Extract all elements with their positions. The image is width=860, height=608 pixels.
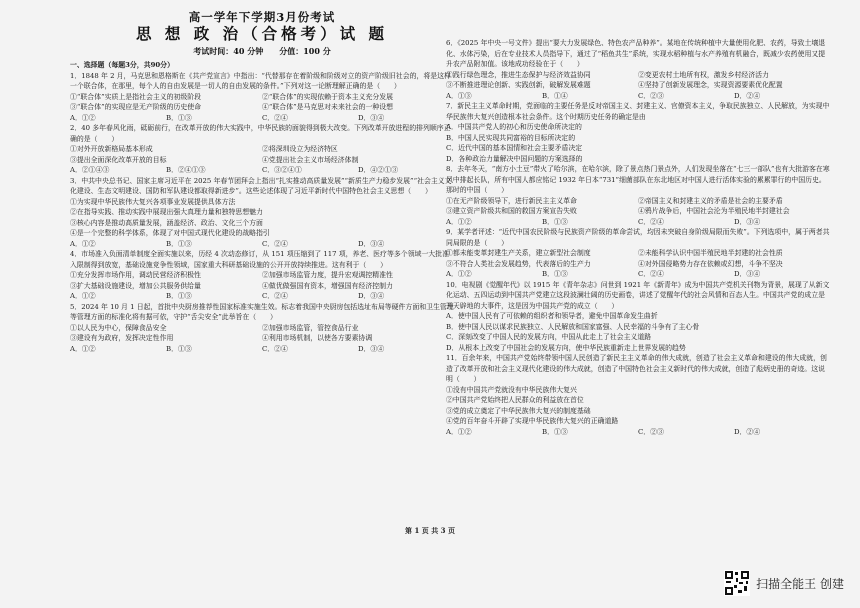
scanner-label: 扫描全能王 创建 [756, 576, 844, 591]
statement: ①都未能变革封建生产关系，建立新型社会制度 [446, 249, 591, 257]
statement: ①对外开放新格局基本形成 [70, 145, 153, 153]
answer-choice: D．③④ [358, 239, 385, 248]
exam-header [70, 10, 454, 58]
statement: ③不符合人类社会发展趋势，代表落后的生产力 [446, 259, 591, 268]
answer-choices [446, 91, 830, 102]
answer-choice: A．①③ [446, 91, 472, 100]
answer-choices [446, 427, 830, 438]
statement: A．使中国人民有了可依赖的组织者和领导者，避免中国革命发生曲折 [446, 312, 658, 320]
right-column [446, 38, 830, 437]
question [70, 71, 454, 124]
statement: ②变更农村土地所有权，激发乡村经济活力 [638, 70, 769, 79]
answer-choice: D．③④ [358, 344, 385, 353]
answer-choice: B．①③ [166, 292, 192, 300]
answer-choice: B．①④ [542, 91, 568, 100]
answer-choice: A．①② [446, 217, 472, 226]
answer-choice: C．②④ [262, 113, 288, 122]
question [70, 249, 454, 302]
statement: ④鸦片战争后，中国社会沦为半殖民地半封建社会 [638, 207, 790, 215]
answer-choice: C．②④ [262, 292, 288, 300]
question-stem: 11．百余年来，中国共产党始终带领中国人民创造了新民主主义革命的伟大成就，创造了社会主义革命和建设的伟大成就，创造了改革开放和社会主义现代化建设的伟大成就，创造了中国特色社会主义新时代的伟大成就，创造了彪炳史册的奇迹。这说明（ ） [446, 354, 827, 383]
statement: ④是一个完整的科学体系，体现了对中国式现代化建设的战略指引 [70, 229, 270, 237]
left-column [70, 58, 454, 354]
answer-choice: D．③④ [358, 292, 385, 300]
answer-choice: D．③④ [734, 217, 761, 226]
answer-choices [70, 165, 454, 176]
page-footer: 第 1 页 共 3 页 [405, 526, 455, 535]
statement: ②帝国主义和封建主义的矛盾是社会的主要矛盾 [638, 196, 783, 205]
answer-choice: B．①③ [542, 427, 568, 436]
statement: D．从根本上改变了中国社会的发展方向，使中华民族重新走上世界发展的趋势 [446, 343, 686, 352]
answer-choices [446, 269, 830, 280]
question [446, 38, 830, 101]
question-stem: 6．《2025 年中央一号文件》提出“要大力发展绿色、特色农产品种养”。某地在传统种植中大量使用化肥、农药，导致土壤退化、水体污染，后在专业技术人员指导下，通过了“稻鱼共生”系统，实现水稻种植与水产养殖有机融合，既减少农药使用又提升农产品附加值。该地成功经验在于（ ） [446, 39, 826, 68]
question [70, 123, 454, 176]
answer-choice: C．②④ [638, 270, 664, 278]
question-stem: 5．2024 年 10 月 1 日起，首批中央厨房推荐性国家标准实施生效。标志着我国中央厨房包括选址布局等硬件方面和卫生管理等管理方面的标准化将有据可依，守护“舌尖安全”此举旨在（ ） [70, 302, 454, 321]
statement-row [70, 155, 454, 166]
statement-row [446, 206, 830, 217]
qr-code-icon [724, 570, 750, 596]
question-stem: 1．1848 年 2 月，马克思和恩格斯在《共产党宣言》中指出：“代替那存在着阶级和阶级对立的资产阶级旧社会的，将是这样一个联合体，在那里，每个人的自由发展是一切人的自由发展的条件。”下列对这一论断理解正确的是（ ） [70, 71, 451, 90]
question-stem: 7．新民主主义革命时期，党面临的主要任务是反对帝国主义、封建主义、官僚资本主义，争取民族独立、人民解放，为实现中华民族伟大复兴创造根本社会条件。这个时期历史任务的确定是由 [446, 102, 830, 121]
statement: A．中国共产党人的初心和历史使命所决定的 [446, 123, 582, 131]
statement: D．各种政治力量解决中国问题的方案选择的 [446, 154, 583, 163]
answer-choice: C．②④ [638, 217, 664, 226]
question [446, 164, 830, 227]
statement-row [446, 248, 830, 259]
answer-choices [70, 239, 454, 250]
question [70, 176, 454, 250]
statement-row [70, 144, 454, 155]
answer-choice: A．①② [70, 239, 96, 248]
answer-choice: B．②④①③ [166, 166, 206, 174]
question [446, 280, 830, 354]
answer-choice: D．④②①③ [358, 166, 398, 174]
answer-choices [70, 291, 454, 302]
question-stem: 2．40 多年春风化雨，砥砺前行，在改革开放的伟大实践中，中华民族的面貌得到极大改变。下列改革开放进程的排列顺序正确的是（ ） [70, 124, 451, 143]
statement: ②将深圳设立为经济特区 [262, 145, 338, 153]
answer-choices [446, 217, 830, 228]
statement: ③党的成立奠定了中华民族伟大复兴的制度基础 [446, 406, 591, 415]
statement: ③建设有为政府，发挥决定性作用 [70, 334, 174, 342]
answer-choice: A．①② [70, 292, 96, 300]
question-stem: 9．某学者评述：“近代中国农民阶级与民族资产阶级的革命尝试，均因未突破自身阶级局限而失败”。下列选项中，属于两者共同局限的是（ ） [446, 228, 830, 247]
question-stem: 3．中共中央总书记、国家主席习近平在 2025 年春节团拜会上指出“扎实推动高质量发展”“新质生产力稳步发展”“社会主义文化建设、生态文明建设、国防和军队建设都取得新进步”。这些论述体现了习近平新时代中国特色社会主义思想（ ） [70, 176, 452, 195]
answer-choice: C．③②④① [262, 166, 302, 174]
statement: ②未能科学认识中国半殖民地半封建的社会性质 [638, 249, 783, 257]
question-stem: 4．市场准入负面清单制度全面实施以来，历经 4 次动态修订，从 151 项压缩到了 117 项，养老、医疗等多个领域一大批准入限制得到放宽，基础设施竞争性领域，国家重大科研基础设施的公开开放持续推进。这有利于（ ） [70, 250, 449, 269]
statement-row [70, 333, 454, 344]
statement: ④“联合体”是马克思对未来社会的一种设想 [262, 103, 394, 111]
answer-choice: D．②④ [734, 91, 761, 100]
statement-row [446, 196, 830, 207]
answer-choice: B．①③ [166, 113, 192, 122]
answer-choice: A．②①④③ [70, 166, 110, 174]
statement: ④党提出社会主义市场经济体制 [262, 155, 359, 164]
question-stem: 8．去年冬天，“南方小土豆”带火了哈尔滨，在哈尔滨，除了景点热门景点外，人们发现坐落在“七三一部队”也有大批游客在寒风中排起长队，所有中国人都应铭记 1932 年日本“731”细菌部队在东北地区对中国人进行活体实验的累累罪行的中国历史。那时的中国（ ） [446, 165, 830, 194]
statement: ②加强市场监管，管控食品行业 [262, 323, 359, 332]
answer-choice: D．③④ [734, 270, 761, 278]
statement-row [70, 323, 454, 334]
answer-choice: C．②④ [262, 239, 288, 248]
answer-choice: C．②④ [262, 344, 288, 353]
answer-choice: A．①② [446, 427, 472, 436]
statement: ①以人民为中心，保障食品安全 [70, 323, 167, 332]
question [446, 353, 830, 437]
answer-choice: B．①③ [166, 344, 192, 353]
answer-choice: A．①② [446, 270, 472, 278]
exam-info: 考试时间：40 分钟 分值：100 分 [193, 46, 331, 56]
statement: ①“联合体”实质上是指社会主义的初级阶段 [70, 92, 202, 101]
answer-choice: D．③④ [358, 113, 385, 122]
answer-choice: B．①③ [166, 239, 192, 248]
statement: ④利用市场机制，以使各方要素协调 [262, 334, 373, 342]
statement: ③建立资产阶级共和国的救国方案宣告失败 [446, 207, 577, 215]
statement: ③不断推进理论创新、实践创新，破解发展难题 [446, 81, 591, 89]
statement: ②加强市场监管力度，提升宏观调控精准性 [262, 271, 393, 279]
question [446, 227, 830, 280]
answer-choices [70, 344, 454, 355]
statement-row [70, 92, 454, 103]
statement: ①充分发挥市场作用，调动民营经济积极性 [70, 271, 201, 279]
statement: ④党的百年奋斗开辟了实现中华民族伟大复兴的正确道路 [446, 417, 619, 425]
scanner-watermark [724, 570, 844, 596]
statement: ①在无产阶级领导下，进行新民主主义革命 [446, 196, 577, 205]
statement: ②中国共产党始终把人民群众的利益放在首位 [446, 396, 584, 404]
exam-title-line1: 高一学年下学期3月份考试 [188, 10, 336, 24]
answer-choice: B．①③ [542, 217, 568, 226]
statement: ③扩大基础设施建设，增加公共服务供给量 [70, 281, 201, 290]
statement: B．中国人民实现共同富裕的目标所决定的 [446, 133, 576, 142]
answer-choice: D．②④ [734, 427, 761, 436]
statement: ①为实现中华民族伟大复兴各项事业发展提供具体方法 [70, 197, 236, 206]
answer-choice: A．①② [70, 344, 96, 353]
statement: ①没有中国共产党就没有中华民族伟大复兴 [446, 385, 577, 394]
exam-title-line2: 思 想 政 治（合格考）试 题 [135, 24, 389, 43]
statement-row [70, 102, 454, 113]
statement: C．近代中国的基本国情和社会主要矛盾决定 [446, 144, 583, 152]
statement: ③“联合体”的实现应是无产阶级的历史使命 [70, 103, 202, 111]
answer-choice: C．②③ [638, 427, 664, 436]
statement: ③提出全面深化改革开放的目标 [70, 155, 167, 164]
statement: ④做优做强国有资本，增强国有经济控制力 [262, 281, 393, 290]
statement-row [446, 70, 830, 81]
question-stem: 10．电视剧《觉醒年代》以 1915 年《青年杂志》问世到 1921 年《新青年》成为中国共产党机关刊物为背景，展现了从新文化运动、五四运动到中国共产党建立这段波澜壮阔的历史画卷，讲述了觉醒年代的社会风情和百态人生。中国共产党的成立是开天辟地的大事件，这是因为中国共产党的成立（ ） [446, 280, 830, 310]
statement-row [446, 259, 830, 270]
statement: ①践行绿色理念，推进生态保护与经济效益协同 [446, 70, 591, 79]
statement: ④坚持了创新发展理念，实现资源要素优化配置 [638, 81, 783, 89]
statement: C．深刻改变了中国人民的发展方向，中国从此走上了社会主义道路 [446, 333, 652, 341]
statement: ④对外国侵略势力存在依赖或幻想，斗争不坚决 [638, 259, 783, 268]
statement: ②“联合体”的实现依赖于资本主义充分发展 [262, 92, 394, 101]
statement: ③核心内容是推动高质量发展，涵盖经济、政治、文化三个方面 [70, 218, 263, 227]
statement-row [446, 80, 830, 91]
answer-choice: B．①③ [542, 270, 568, 278]
statement-row [70, 270, 454, 281]
statement-row [70, 281, 454, 292]
answer-choices [70, 113, 454, 124]
question [446, 101, 830, 164]
statement: B．使中国人民以谋求民族独立、人民解放和国家富强、人民幸福的斗争有了主心骨 [446, 322, 700, 331]
answer-choice: A．①② [70, 113, 96, 122]
statement: ②在指导实践、推动实践中展现出强大真理力量和独特思想魅力 [70, 208, 263, 216]
question [70, 302, 454, 355]
answer-choice: C．②③ [638, 91, 664, 100]
section-heading: 一、选择题（每题3分，共90分） [70, 61, 174, 69]
